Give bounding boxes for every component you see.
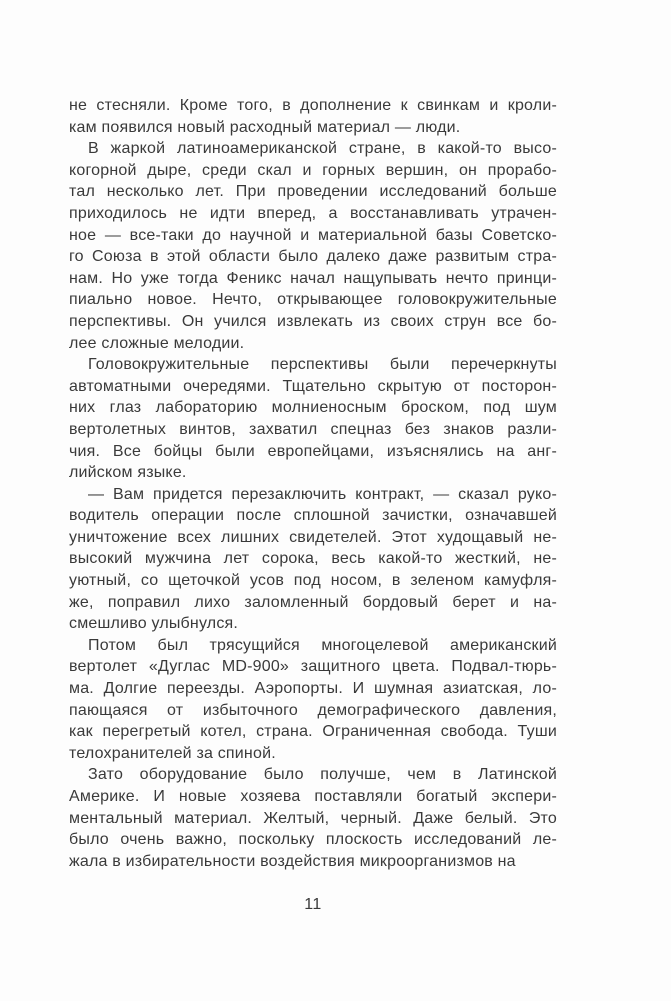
paragraph xyxy=(69,635,557,765)
text-line: Зато оборудование было получше, чем в Латинской xyxy=(88,766,557,784)
text-line: автоматными очередями. Тщательно скрытую от посторон- xyxy=(69,377,557,395)
text-line: уничтожение всех лишних свидетелей. Этот худощавый не- xyxy=(69,528,557,546)
text-line: жала в избирательности воздействия микроорганизмов на xyxy=(69,852,516,870)
text-line: не стесняли. Кроме того, в дополнение к свинкам и кроли- xyxy=(69,97,557,114)
text-line: телохранителей за спиной. xyxy=(69,744,276,762)
text-line: высокий мужчина лет сорока, весь какой-то жесткий, не- xyxy=(69,550,557,568)
paragraph xyxy=(69,764,557,872)
text-line: вертолетных винтов, захватил спецназ без знаков разли- xyxy=(69,420,557,438)
text-line: Головокружительные перспективы были перечеркнуты xyxy=(88,356,557,374)
text-line: ное — все-таки до научной и материальной базы Советско- xyxy=(69,226,557,244)
text-line: лее сложные мелодии. xyxy=(69,334,245,352)
text-line: ма. Долгие переезды. Аэропорты. И шумная азиатская, ло- xyxy=(69,680,557,698)
text-line: тал несколько лет. При проведении исследований больше xyxy=(69,183,557,201)
page-number: 11 xyxy=(304,896,322,913)
text-line: смешливо улыбнулся. xyxy=(69,615,239,633)
text-line: го Союза в этой области было далеко даже развитым стра- xyxy=(69,248,557,266)
paragraph xyxy=(69,138,557,354)
text-line: водитель операции после сплошной зачистки, означавшей xyxy=(69,507,557,525)
text-line: лийском языке. xyxy=(69,464,187,482)
text-line: — Вам придется перезаключить контракт, — сказал руко- xyxy=(88,485,557,503)
text-line: нам. Но уже тогда Феникс начал нащупывать нечто принци- xyxy=(69,269,557,287)
text-line: ментальный материал. Желтый, черный. Даже белый. Это xyxy=(69,809,557,827)
text-line: как перегретый котел, страна. Ограниченная свобода. Туши xyxy=(69,723,557,741)
text-line: приходилось не идти вперед, а восстанавливать утрачен- xyxy=(69,204,557,222)
text-block xyxy=(69,95,557,872)
text-line: же, поправил лихо заломленный бордовый берет и на- xyxy=(69,593,557,611)
text-line: Потом был трясущийся многоцелевой американский xyxy=(88,636,557,654)
text-line: было очень важно, поскольку плоскость исследований ле- xyxy=(69,831,557,849)
paragraph xyxy=(69,484,557,635)
text-line: уютный, со щеточкой усов под носом, в зеленом камуфля- xyxy=(69,572,557,590)
text-line: когорной дыре, среди скал и горных вершин, он прорабо- xyxy=(69,161,557,179)
paragraph xyxy=(69,95,557,138)
text-line: перспективы. Он учился извлекать из своих струн все бо- xyxy=(69,312,557,330)
paragraph xyxy=(69,354,557,484)
text-line: них глаз лабораторию молниеносным броском, под шум xyxy=(69,399,557,417)
text-line: Америке. И новые хозяева поставляли богатый экспери- xyxy=(69,788,557,805)
text-line: чия. Все бойцы были европейцами, изъяснялись на анг- xyxy=(69,442,557,460)
text-line: пающаяся от избыточного демографического давления, xyxy=(69,701,557,719)
text-line: вертолет «Дуглас MD-900» защитного цвета. Подвал-тюрь- xyxy=(69,658,557,676)
text-line: В жаркой латиноамериканской стране, в какой-то высо- xyxy=(88,140,557,158)
text-line: кам появился новый расходный материал — люди. xyxy=(69,118,461,136)
text-line: пиально новое. Нечто, открывающее головокружительные xyxy=(69,291,557,309)
